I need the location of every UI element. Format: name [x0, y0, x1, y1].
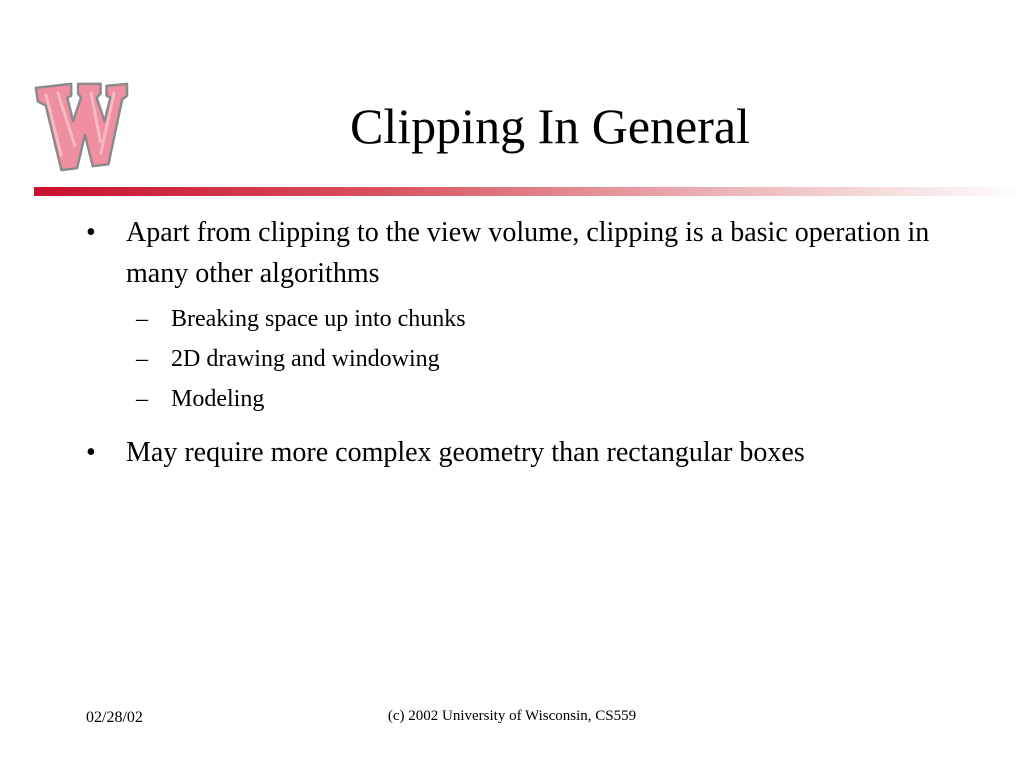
bullet-marker: • [86, 437, 96, 468]
bullet-text: May require more complex geometry than rectangular boxes [126, 437, 805, 468]
sub-bullet-text: 2D drawing and windowing [171, 346, 440, 372]
bullet-item [86, 432, 986, 473]
slide-title: Clipping In General [350, 98, 750, 154]
sub-bullet-marker: – [136, 386, 148, 412]
sub-bullet-item [86, 304, 986, 334]
bullet-marker: • [86, 217, 96, 248]
sub-bullet-item [86, 344, 986, 374]
sub-bullet-item [86, 384, 986, 414]
wisconsin-w-logo-icon [32, 78, 130, 176]
footer-date: 02/28/02 [86, 709, 143, 726]
title-divider [34, 187, 1024, 196]
sub-bullet-text: Breaking space up into chunks [171, 306, 466, 332]
sub-bullet-marker: – [136, 346, 148, 372]
slide-body [86, 212, 986, 475]
footer-copyright: (c) 2002 University of Wisconsin, CS559 [387, 708, 637, 724]
sub-bullet-text: Modeling [171, 386, 265, 412]
bullet-text: Apart from clipping to the view volume, clipping is a basic operation in many other algorithms [126, 217, 930, 289]
bullet-item [86, 212, 986, 294]
sub-bullet-marker: – [136, 306, 148, 332]
